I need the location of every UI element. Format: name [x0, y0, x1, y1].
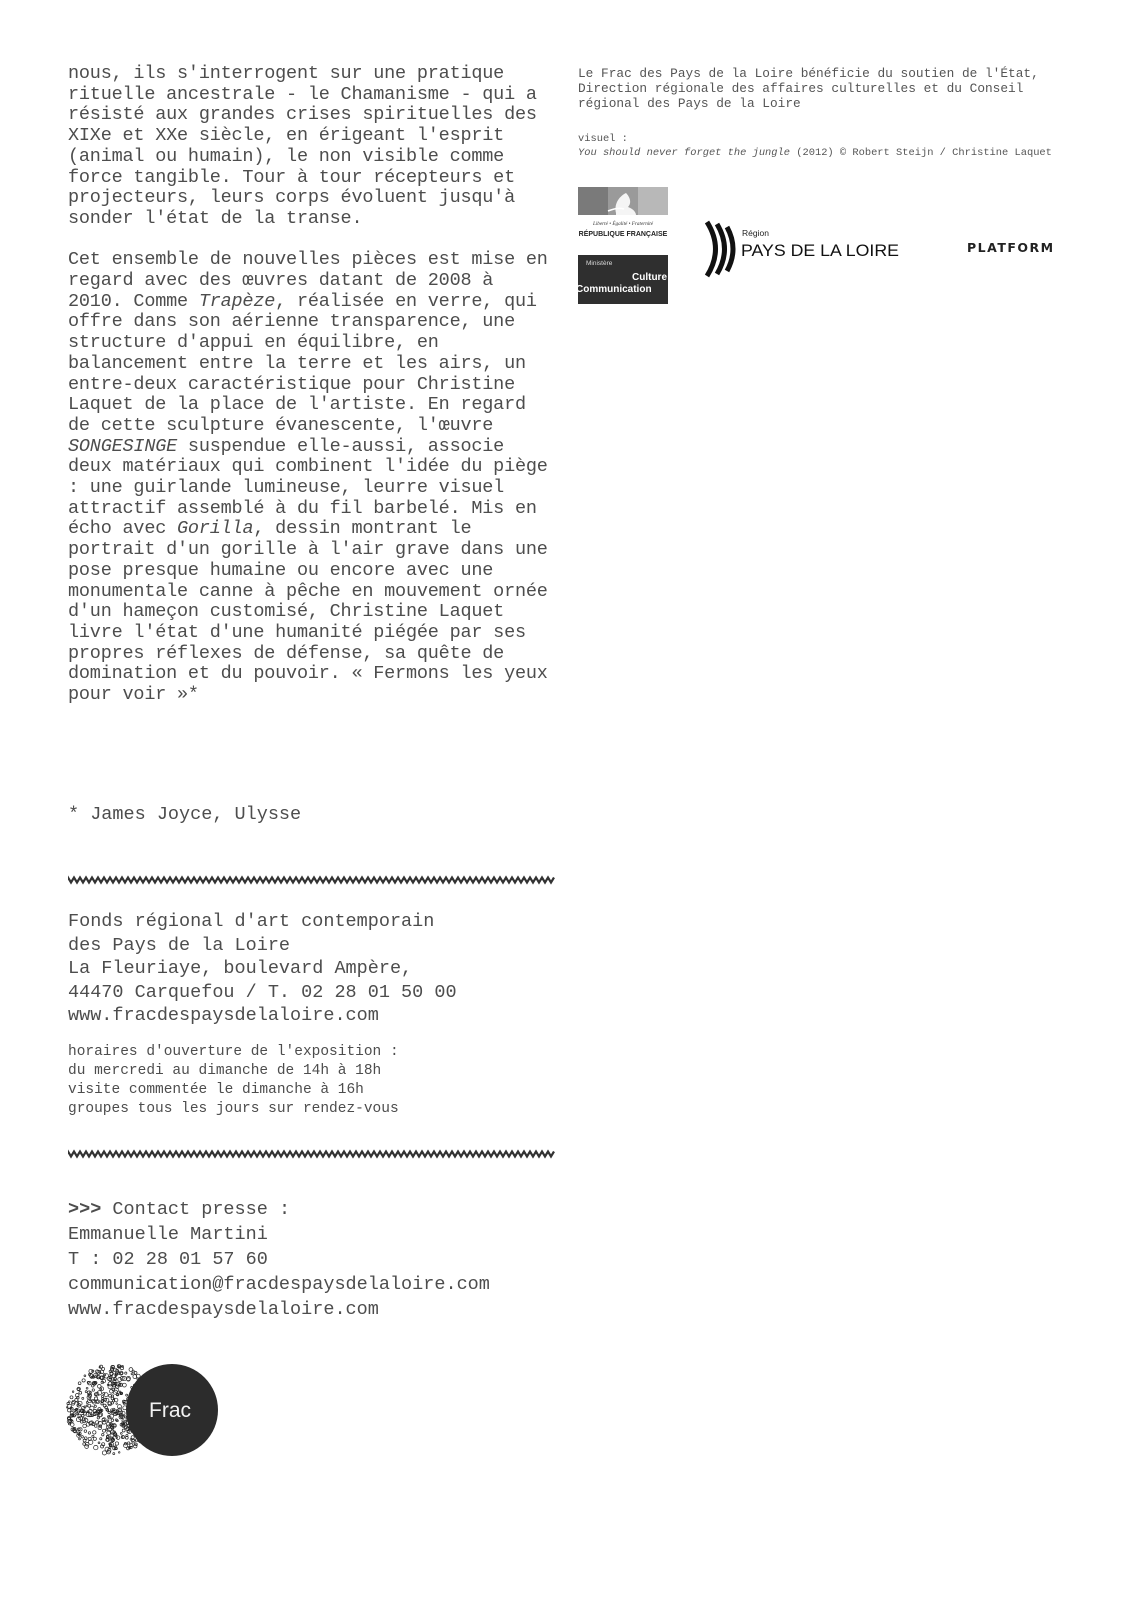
contact-email-link[interactable]: communication@fracdespaysdelaloire.com [68, 1274, 490, 1295]
separator-bottom [68, 1149, 556, 1159]
hours-line: du mercredi au dimanche de 14h à 18h [68, 1063, 382, 1079]
text-run: , réalisée en verre, qui offre dans son aérienne transparence, une structure d'appui en équilibre, en balancement entre la terre et les airs, un entre-deux caractéristique pour Christine Laquet de la place de l'artiste. En regard de cette sculpture évanescente, l'œuvre [68, 290, 537, 436]
text-run: , dessin montrant le portrait d'un gorille à l'air grave dans une pose presque humaine ou encore avec une monumentale canne à pêche en mouvement ornée d'un hameçon customisé, Christine Laquet livre l'état d'une humanité piégée par ses propres réflexes de défense, sa quête de domination et du pouvoir. « Fermons les yeux pour voir »* [68, 518, 548, 706]
text-run: nous, ils s'interrogent sur une pratique rituelle ancestrale - le Chamanisme - qui a résisté aux grandes crises spirituelles des XIXe et XXe siècle, en érigeant l'esprit (animal ou humain), le non visible comme force tangible. Tour à tour récepteurs et projecteurs, leurs corps évoluent jusqu'à sonder l'état de la transe. [68, 63, 537, 229]
frac-logo [62, 1362, 222, 1458]
credit-label: visuel : [578, 133, 628, 145]
credit-line [578, 147, 1052, 161]
hours-line: groupes tous les jours sur rendez-vous [68, 1101, 399, 1117]
opening-hours [68, 1043, 399, 1119]
ministry-line2: Communication [576, 284, 652, 295]
address-line: 44470 Carquefou / T. 02 28 01 50 00 [68, 981, 457, 1003]
ministere-culture-logo [578, 255, 668, 304]
image-credit [578, 133, 1052, 160]
address-line: La Fleuriaye, boulevard Ampère, [68, 958, 413, 979]
artwork-title: Gorilla [177, 518, 254, 540]
contact-heading: >>> Contact presse : [68, 1199, 291, 1220]
contact-name: Emmanuelle Martini [68, 1224, 268, 1245]
credit-title: You should never forget the jungle [578, 146, 791, 159]
press-contact [68, 1197, 490, 1322]
frac-address [68, 910, 457, 1028]
rf-name: RÉPUBLIQUE FRANÇAISE [578, 231, 668, 238]
region-name: PAYS DE LA LOIRE [741, 241, 899, 260]
address-line: Fonds régional d'art contemporain [68, 911, 435, 932]
contact-website-link[interactable]: www.fracdespaysdelaloire.com [68, 1299, 379, 1320]
region-pays-de-la-loire-logo [704, 220, 904, 278]
body-paragraph [68, 64, 558, 230]
frac-logo-text: Frac [149, 1399, 191, 1422]
artwork-title: Trapèze [198, 290, 276, 312]
contact-phone: T : 02 28 01 57 60 [68, 1249, 268, 1270]
body-text [68, 64, 558, 706]
region-label: Région [742, 228, 769, 238]
credit-rest: (2012) © Robert Steijn / Christine Laquet [790, 146, 1052, 159]
arrow-icon: >>> [68, 1199, 102, 1220]
text-run: Cet ensemble de nouvelles pièces est mise en regard avec des œuvres datant de 2008 à 2010. Comme [68, 249, 548, 312]
republique-francaise-logo [578, 187, 668, 243]
hours-line: visite commentée le dimanche à 16h [68, 1082, 364, 1098]
rf-motto: Liberté • Égalité • Fraternité [592, 221, 654, 227]
separator-top [68, 875, 556, 885]
hours-line: horaires d'ouverture de l'exposition : [68, 1044, 399, 1060]
ministry-label: Ministère [586, 260, 613, 267]
body-paragraph [68, 250, 558, 705]
footnote: * James Joyce, Ulysse [68, 804, 302, 825]
text-run: suspendue elle-aussi, associe deux matériaux qui combinent l'idée du piège : une guirlande lumineuse, leurre visuel attractif assemblé à du fil barbelé. Mis en écho avec [68, 435, 548, 540]
platform-logo: PLATFORM [967, 240, 1055, 255]
ministry-line1: Culture [632, 272, 667, 283]
address-line: des Pays de la Loire [68, 934, 291, 956]
address-website-link[interactable]: www.fracdespaysdelaloire.com [68, 1005, 379, 1026]
support-notice: Le Frac des Pays de la Loire bénéficie du soutien de l'État, Direction régionale des affaires culturelles et du Conseil régional des Pays de la Loire [578, 66, 1039, 112]
artwork-title: SONGESINGE [68, 435, 178, 457]
